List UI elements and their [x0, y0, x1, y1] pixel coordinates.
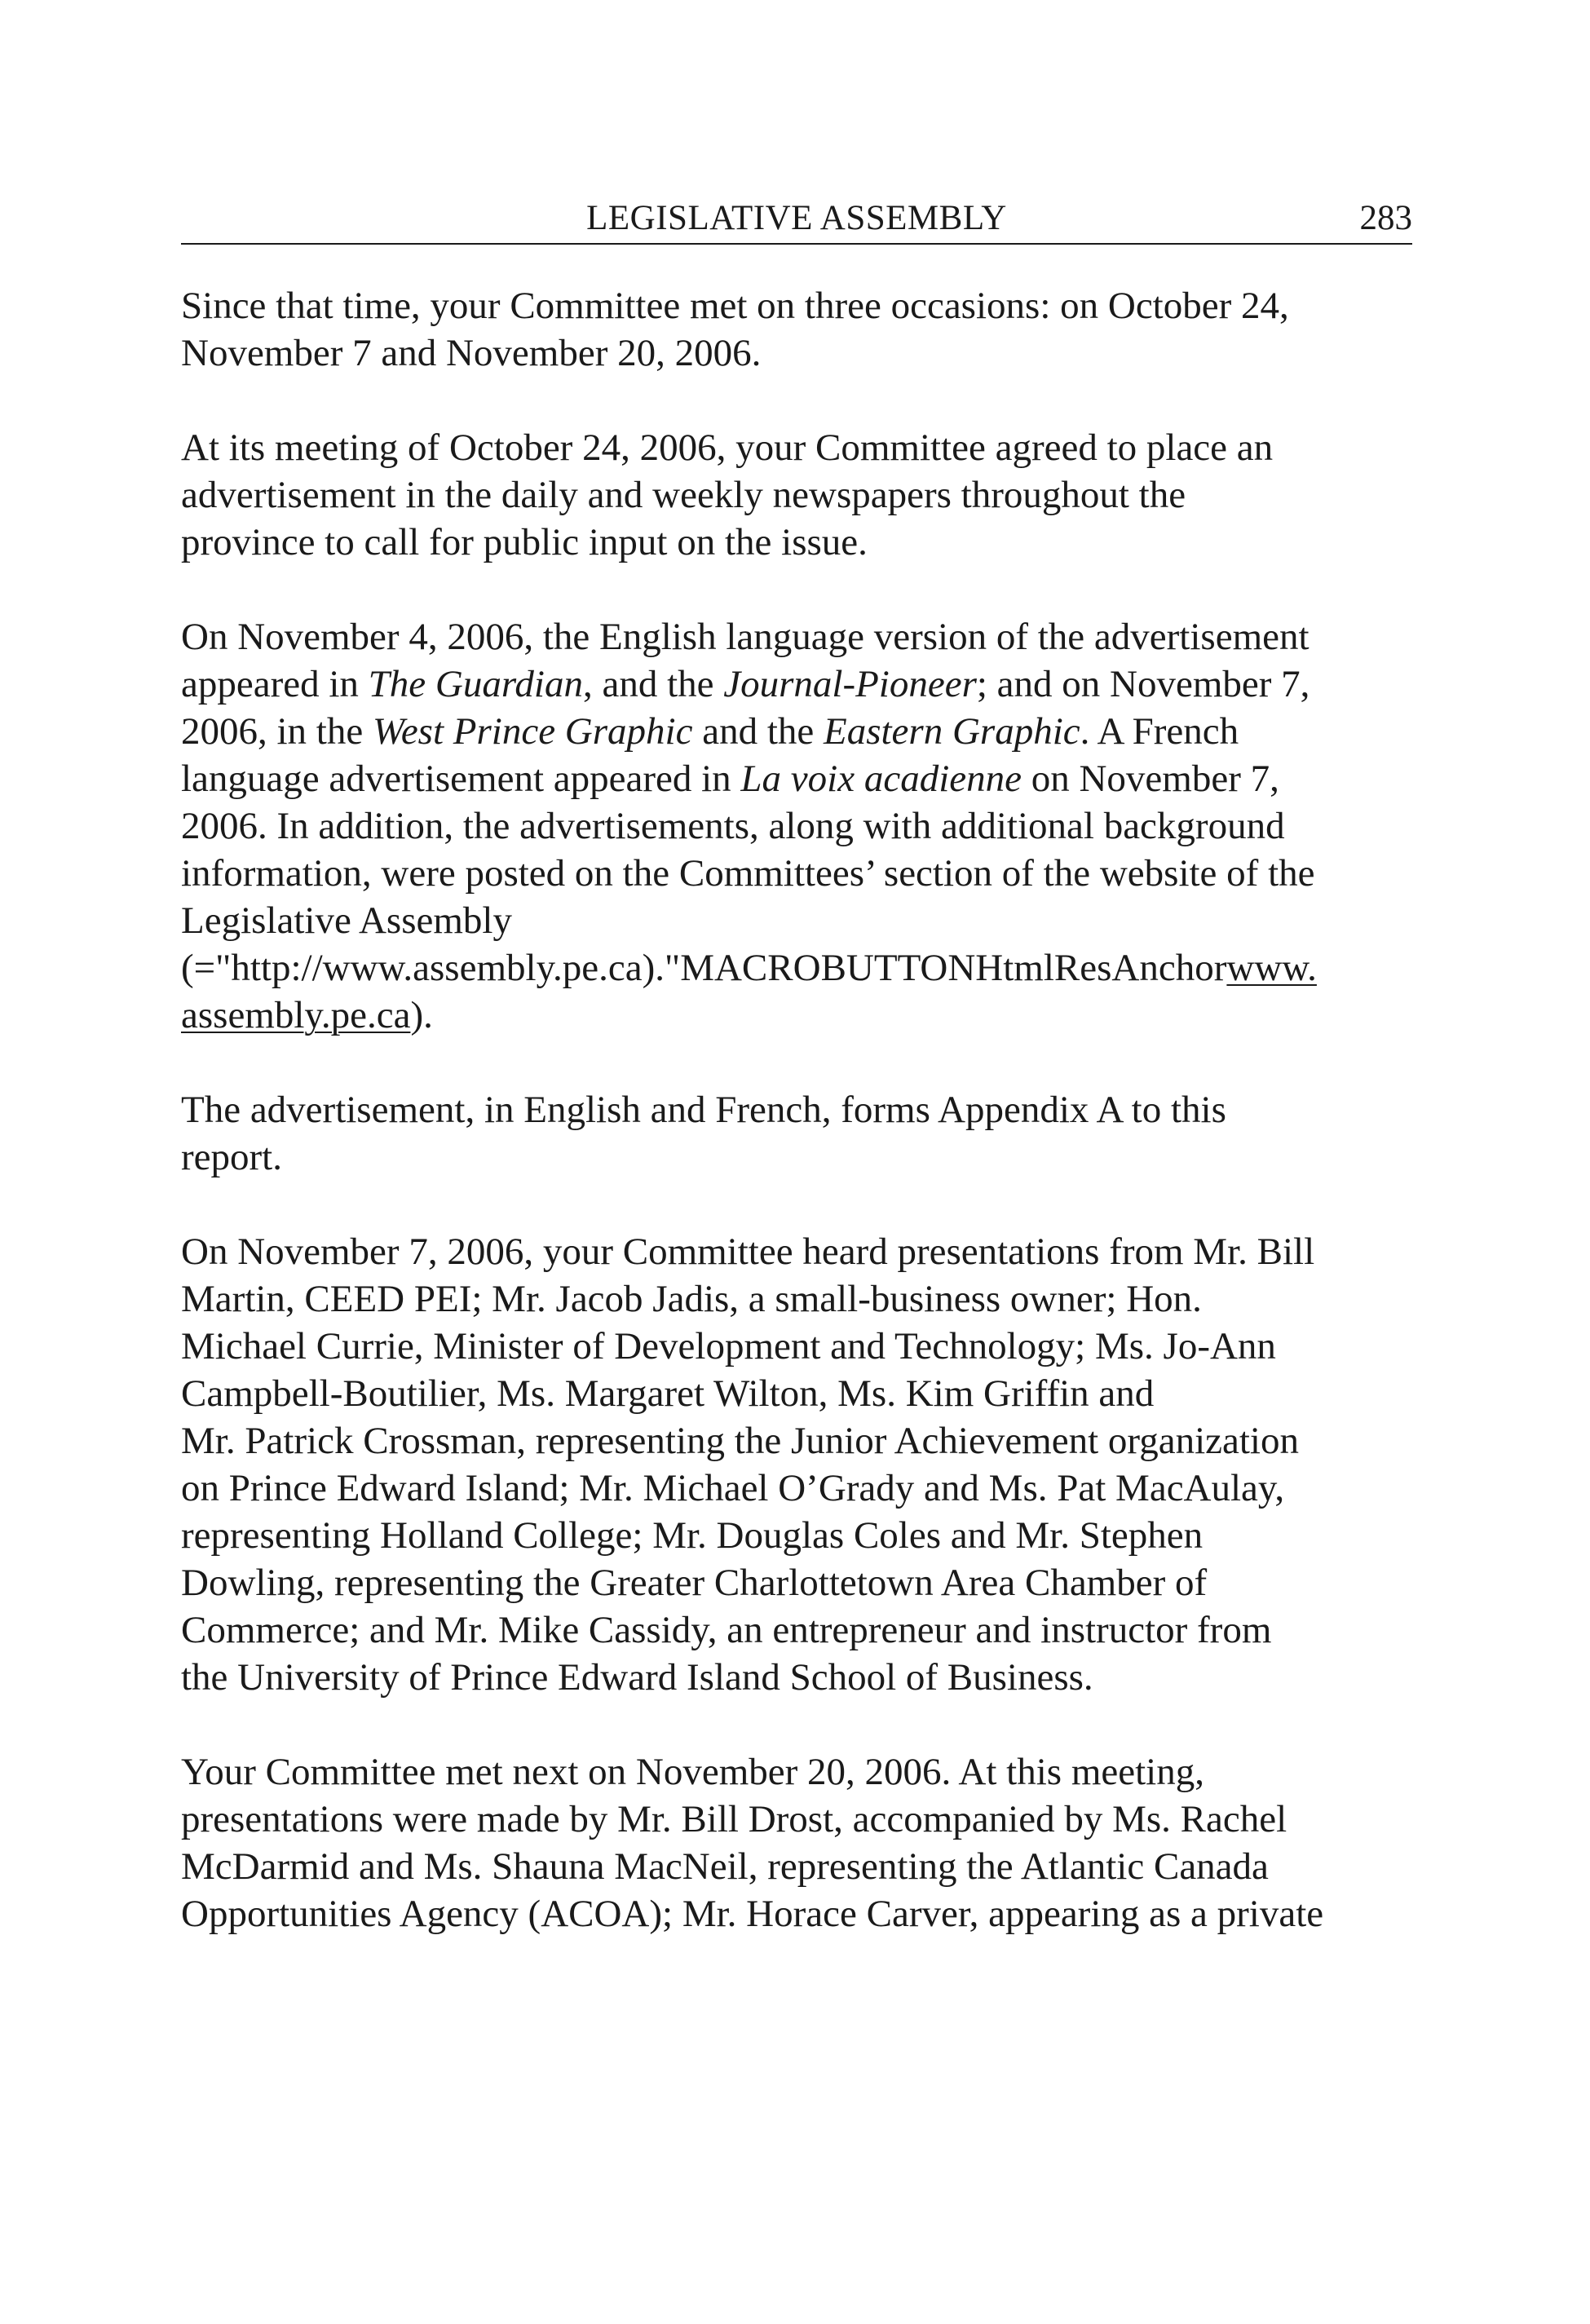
text-line: Commerce; and Mr. Mike Cassidy, an entrepreneur and instructor from [181, 1609, 1272, 1651]
text-line [181, 992, 1412, 1039]
text-line [181, 850, 1412, 897]
text-line: report. [181, 1136, 282, 1178]
paragraph-november-7-presentations [181, 1228, 1412, 1701]
text-run: ). [410, 994, 433, 1036]
text-run: appeared in [181, 663, 369, 705]
running-header [181, 197, 1412, 245]
paragraph-november-20-presentations [181, 1748, 1412, 1937]
text-run: 2006, in the [181, 710, 373, 753]
text-line: On November 7, 2006, your Committee heard presentations from Mr. Bill [181, 1230, 1315, 1273]
text-run: information, were posted on the Committees’ section of the website of the [181, 852, 1315, 895]
text-line: The advertisement, in English and French, forms Appendix A to this [181, 1089, 1226, 1131]
text-line: McDarmid and Ms. Shauna MacNeil, representing the Atlantic Canada [181, 1845, 1269, 1888]
text-line: Dowling, representing the Greater Charlottetown Area Chamber of [181, 1562, 1208, 1604]
text-run: 2006. In addition, the advertisements, along with additional background [181, 805, 1285, 847]
newspaper-title: The Guardian [368, 663, 583, 705]
website-link[interactable]: assembly.pe.ca [181, 994, 411, 1036]
text-line [181, 802, 1412, 850]
paragraph-advertisement-publication [181, 613, 1412, 1039]
text-line [181, 897, 1412, 944]
body-text [181, 282, 1412, 1937]
text-line: Since that time, your Committee met on three occasions: on October 24, [181, 285, 1289, 327]
text-line: Martin, CEED PEI; Mr. Jacob Jadis, a small-business owner; Hon. [181, 1278, 1202, 1320]
text-run: on November 7, [1021, 758, 1279, 800]
text-run: Legislative Assembly [181, 899, 512, 942]
text-line: Mr. Patrick Crossman, representing the Junior Achievement organization [181, 1420, 1299, 1462]
text-line: At its meeting of October 24, 2006, your Committee agreed to place an [181, 426, 1274, 469]
text-run: language advertisement appeared in [181, 758, 741, 800]
text-line: Your Committee met next on November 20, 2006. At this meeting, [181, 1751, 1204, 1793]
text-run: ; and on November 7, [976, 663, 1310, 705]
paragraph-appendix-reference [181, 1086, 1412, 1181]
text-line [181, 613, 1412, 661]
text-run: On November 4, 2006, the English language version of the advertisement [181, 616, 1310, 658]
text-line [181, 661, 1412, 708]
text-run: , and the [582, 663, 724, 705]
text-run: and the [692, 710, 824, 753]
text-line: the University of Prince Edward Island School of Business. [181, 1656, 1093, 1699]
paragraph-advertisement-decision [181, 424, 1412, 566]
text-line: Campbell-Boutilier, Ms. Margaret Wilton, Ms. Kim Griffin and [181, 1372, 1155, 1415]
header-title: LEGISLATIVE ASSEMBLY [586, 199, 1007, 237]
newspaper-title: Eastern Graphic [824, 710, 1080, 753]
text-run: . A French [1080, 710, 1239, 753]
text-line: province to call for public input on the issue. [181, 521, 868, 563]
text-line: advertisement in the daily and weekly newspapers throughout the [181, 474, 1186, 516]
text-line: Michael Currie, Minister of Development and Technology; Ms. Jo-Ann [181, 1325, 1276, 1367]
website-link[interactable]: www. [1226, 947, 1317, 989]
text-line [181, 944, 1412, 992]
newspaper-title: Journal-Pioneer [723, 663, 977, 705]
text-line: Opportunities Agency (ACOA); Mr. Horace Carver, appearing as a private [181, 1893, 1324, 1935]
text-line: November 7 and November 20, 2006. [181, 332, 762, 374]
newspaper-title: West Prince Graphic [372, 710, 693, 753]
newspaper-title: La voix acadienne [740, 758, 1022, 800]
paragraph-meetings-summary [181, 282, 1412, 377]
text-line: presentations were made by Mr. Bill Drost, accompanied by Ms. Rachel [181, 1798, 1287, 1840]
text-run: (="http://www.assembly.pe.ca)."MACROBUTTONHtmlResAnchor [181, 947, 1227, 989]
page-number: 283 [1359, 199, 1412, 237]
document-page [181, 197, 1412, 1985]
text-line: representing Holland College; Mr. Douglas Coles and Mr. Stephen [181, 1514, 1204, 1557]
text-line: on Prince Edward Island; Mr. Michael O’Grady and Ms. Pat MacAulay, [181, 1467, 1285, 1509]
text-line [181, 755, 1412, 802]
text-line [181, 708, 1412, 755]
